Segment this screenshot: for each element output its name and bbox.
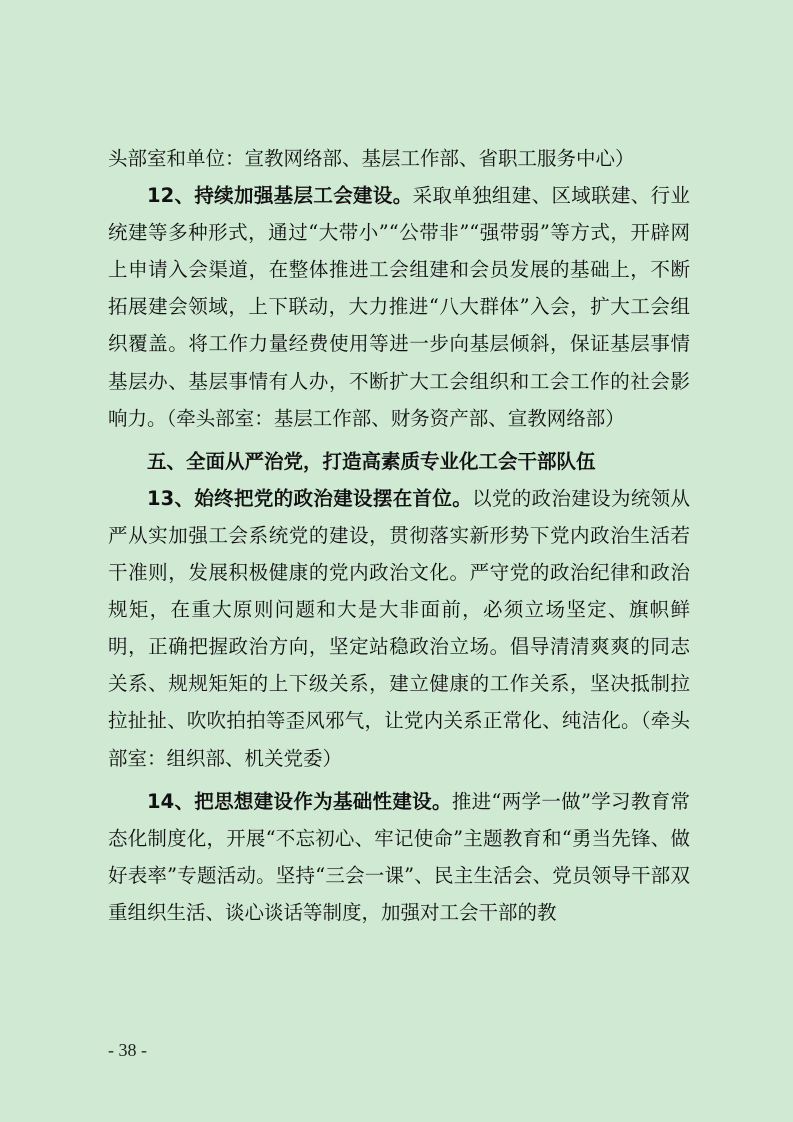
paragraph-text: 头部室和单位：宣教网络部、基层工作部、省职工服务中心） [108, 147, 635, 170]
item-14-title: 14、把思想建设作为基础性建设。 [147, 789, 452, 813]
item-12-title: 12、持续加强基层工会建设。 [147, 184, 413, 208]
item-13-body: 以党的政治建设为统领从严从实加强工会系统党的建设，贯彻落实新形势下党内政治生活若干准则，发展积极健康的党内政治文化。严守党的政治纪律和政治规矩，在重大原则问题和大是大非面前，必须立场坚定、旗帜鲜明，正确把握政治方向，坚定站稳政治立场。倡导清清爽爽的同志关系、规规矩矩的上下级关系，建立健康的工作关系，坚决抵制拉拉扯扯、吹吹拍拍等歪风邪气，让党内关系正常化、纯洁化。（牵头部室：组织部、机关党委） [108, 486, 690, 770]
section-heading-5 [108, 443, 690, 480]
item-14-body: 推进“两学一做”学习教育常态化制度化，开展“不忘初心、牢记使命”主题教育和“勇当先锋、做好表率”专题活动。坚持“三会一课”、民主生活会、党员领导干部双重组织生活、谈心谈话等制度，加强对工会干部的教 [108, 789, 690, 924]
paragraph-item-13 [108, 480, 690, 777]
paragraph-item-14 [108, 783, 690, 931]
item-12-body: 采取单独组建、区域联建、行业统建等多种形式，通过“大带小”“公带非”“强带弱”等方式，开辟网上申请入会渠道，在整体推进工会组建和会员发展的基础上，不断拓展建会领域，上下联动，大力推进“八大群体”入会，扩大工会组织覆盖。将工作力量经费使用等进一步向基层倾斜，保证基层事情基层办、基层事情有人办，不断扩大工会组织和工会工作的社会影响力。（牵头部室：基层工作部、财务资产部、宣教网络部） [108, 184, 690, 430]
paragraph-item-12 [108, 177, 690, 437]
document-body [108, 140, 690, 931]
paragraph-continued [108, 140, 690, 177]
page-number: - 38 - [108, 1040, 147, 1060]
item-13-title: 13、始终把党的政治建设摆在首位。 [147, 486, 473, 510]
section-heading-text: 五、全面从严治党，打造高素质专业化工会干部队伍 [147, 449, 596, 473]
